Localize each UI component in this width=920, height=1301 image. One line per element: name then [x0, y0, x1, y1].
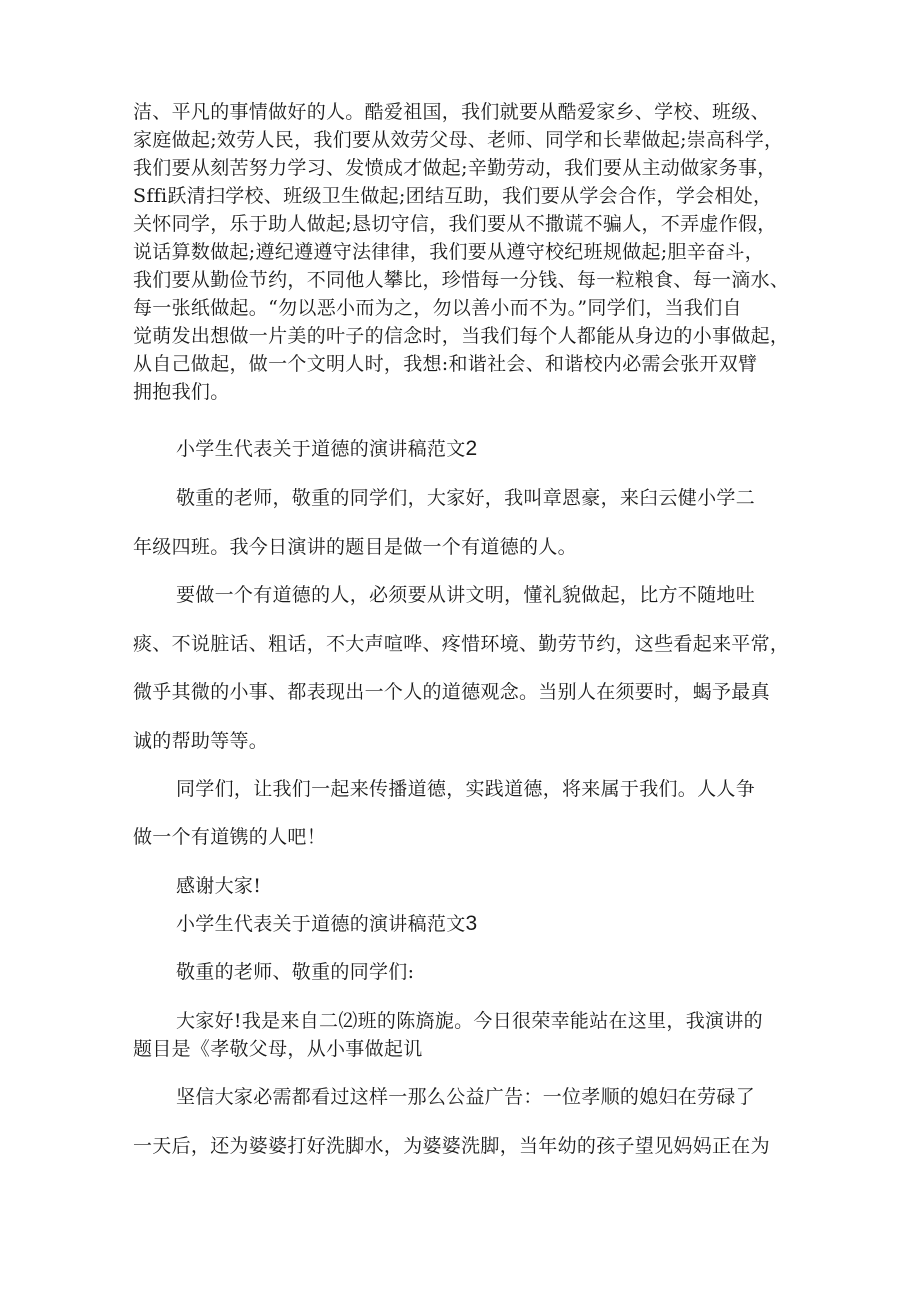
text-line: 我们要从刻苦努力学习、发愤成才做起;辛勤劳动，我们要从主动做家务事，: [133, 157, 777, 179]
section-heading-number: 2: [465, 437, 478, 460]
text-line: 同学们，让我们一起来传播道德，实践道德，将来属于我们。人人争: [176, 778, 756, 800]
section-heading-text: 小学生代表关于道德的演讲稿范文: [176, 438, 466, 460]
text-line: 一天后，还为婆婆打好洗脚水，为婆婆洗脚，当年幼的孩子望见妈妈正在为: [133, 1135, 770, 1157]
text-line: 痰、不说脏话、粗话，不大声喧哗、疼惜环境、勤劳节约，这些看起来平常，: [133, 633, 790, 655]
text-line: 洁、平凡的事情做好的人。酷爱祖国，我们就要从酷爱家乡、学校、班级、: [133, 101, 770, 123]
text-line: 每一张纸做起。“勿以恶小而为之，勿以善小而不为。”同学们，当我们自: [133, 297, 742, 319]
section-heading: [176, 437, 478, 461]
text-line: 年级四班。我今日演讲的题目是做一个有道德的人。: [133, 536, 577, 558]
text-line: 从自己做起，做一个文明人时，我想:和谐社会、和谐校内必需会张开双臂: [133, 353, 758, 375]
section-heading: [176, 912, 478, 936]
text-line: 觉萌发出想做一片美的叶子的信念时，当我们每个人都能从身边的小事做起，: [133, 325, 790, 347]
text-line: 敬重的老师，敬重的同学们，大家好，我叫章恩豪，来臼云健小学二: [176, 487, 756, 509]
text-line: 关怀同学，乐于助人做起;恳切守信，我们要从不撒谎不骗人，不弄虚作假，: [133, 213, 777, 235]
text-line: 微乎其微的小事、都表现出一个人的道德观念。当别人在须要时，蝎予最真: [133, 681, 770, 703]
text-line: 大家好!我是来自二⑵班的陈旖旎。今日很荣幸能站在这里，我演讲的: [176, 1010, 763, 1032]
text-line: 感谢大家!: [176, 875, 262, 897]
text-line: 诚的帮助等等。: [133, 730, 269, 752]
text-line: 要做一个有道德的人，必须要从讲文明，懂礼貌做起，比方不随地吐: [176, 584, 756, 606]
text-line: 家庭做起;效劳人民，我们要从效劳父母、老师、同学和长辈做起;崇高科学，: [133, 129, 784, 151]
text-line: 我们要从勤俭节约，不同他人攀比，珍惜每一分钱、每一粒粮食、每一滴水、: [133, 269, 790, 291]
text-line: 坚信大家必需都看过这样一那么公益广告：一位孝顺的媳妇在劳碌了: [176, 1086, 756, 1108]
section-heading-text: 小学生代表关于道德的演讲稿范文: [176, 913, 466, 935]
text-line: 拥抱我们。: [133, 381, 230, 403]
text-line: 敬重的老师、敬重的同学们:: [176, 961, 415, 983]
section-heading-number: 3: [465, 912, 478, 935]
text-line: Sffi跃清扫学校、班级卫生做起;团结互助，我们要从学会合作，学会相处，: [133, 185, 773, 207]
text-line: 做一个有道镌的人吧！: [133, 826, 327, 848]
text-line: 说话算数做起;遵纪遵遵守法律律，我们要从遵守校纪班规做起;胆辛奋斗，: [133, 241, 765, 263]
text-line: 题目是《孝敬父母，从小事做起讥: [133, 1038, 423, 1060]
